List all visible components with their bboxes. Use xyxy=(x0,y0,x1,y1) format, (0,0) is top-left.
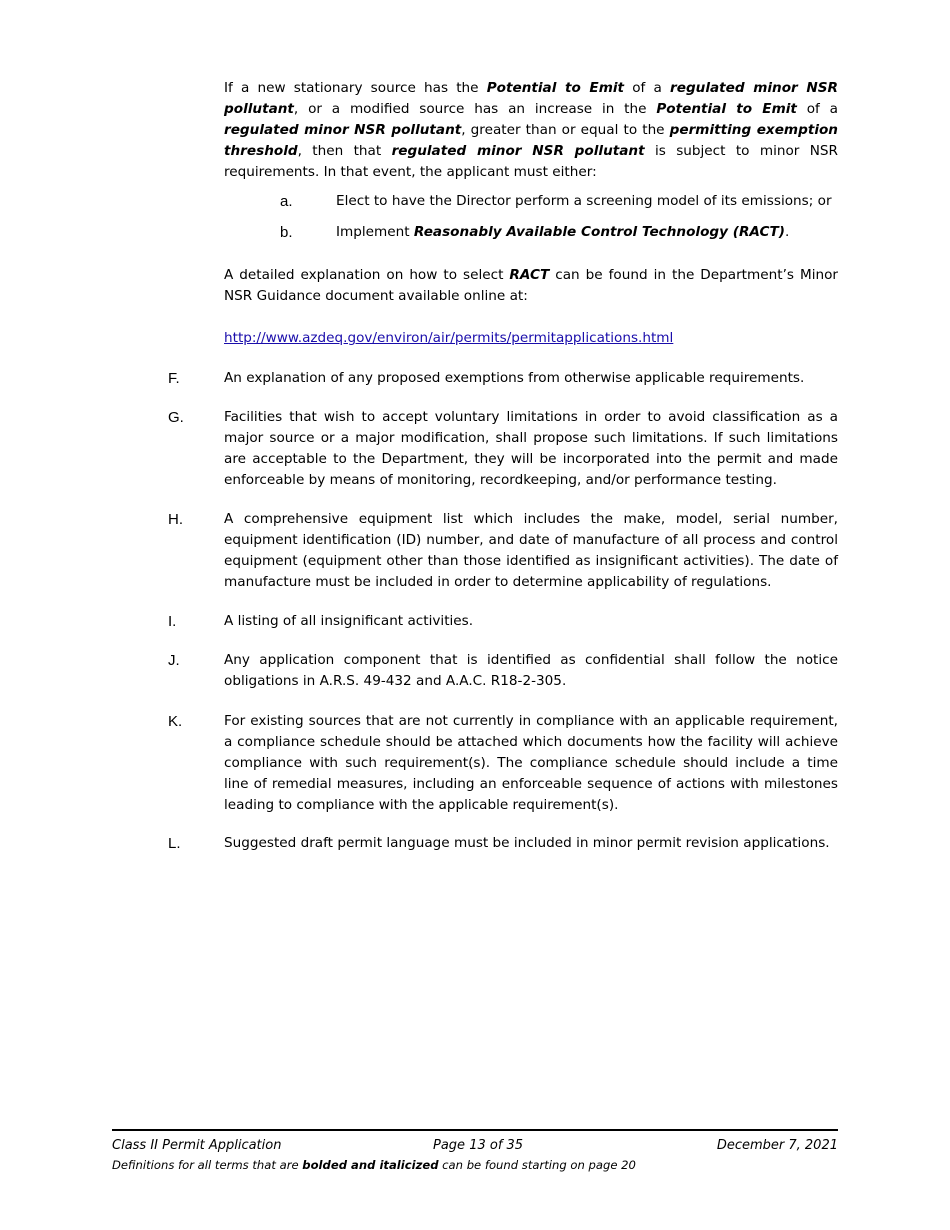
list-marker: K. xyxy=(168,713,183,730)
intro-text: is subject to minor NSR requirements. In that event, the applicant must either: xyxy=(224,143,838,180)
guidance-link[interactable]: http://www.azdeq.gov/environ/air/permits/permitapplications.html xyxy=(224,330,674,346)
list-marker: b. xyxy=(280,224,293,241)
list-marker: J. xyxy=(168,652,180,669)
footer-page-number: Page 13 of 35 xyxy=(433,1138,524,1153)
list-marker: F. xyxy=(168,370,180,387)
footer-date: December 7, 2021 xyxy=(716,1138,838,1153)
intro-text: , or a modified source has an increase in the xyxy=(293,101,657,117)
sub-item-text: Implement Reasonably Available Control Technology (RACT). xyxy=(336,224,790,240)
list-marker: a. xyxy=(280,193,293,210)
list-marker: I. xyxy=(168,613,177,630)
list-item-text: Any application component that is identified as confidential shall follow the notice obligations in A.R.S. 49-432 and A.A.C. R18-2-305. xyxy=(224,652,838,689)
defined-term: regulated minor NSR pollutant xyxy=(224,122,462,138)
defined-term: Potential to Emit xyxy=(486,80,625,96)
list-marker: L. xyxy=(168,835,181,852)
list-item-text: Suggested draft permit language must be included in minor permit revision applications. xyxy=(224,835,830,851)
intro-text: , greater than or equal to the xyxy=(461,122,670,138)
intro-text: , then that xyxy=(297,143,392,159)
defined-term: Reasonably Available Control Technology (RACT) xyxy=(413,224,785,240)
list-item-text: An explanation of any proposed exemptions from otherwise applicable requirements. xyxy=(224,370,805,386)
defined-term: permitting exemption threshold xyxy=(224,122,838,159)
footer-definitions-note: Definitions for all terms that are bolded and italicized can be found starting on page 20 xyxy=(112,1158,636,1172)
list-item-text: Facilities that wish to accept voluntary limitations in order to avoid classification as a major source or a major modification, shall propose such limitations. If such limitations are acceptable to the Department, they will be incorporated into the permit and made enforceable by means of monitoring, recordkeeping, and/or performance testing. xyxy=(224,409,838,488)
list-item-text: A comprehensive equipment list which includes the make, model, serial number, equipment identification (ID) number, and date of manufacture of all process and control equipment (equipment other than those identified as insignificant activities). The date of manufacture must be included in order to determine applicability of regulations. xyxy=(224,511,838,590)
ract-explanation: A detailed explanation on how to select RACT can be found in the Department’s Minor NSR Guidance document available online at: xyxy=(224,267,838,304)
intro-text: of a xyxy=(796,101,838,117)
defined-term: Potential to Emit xyxy=(656,101,797,117)
list-marker: G. xyxy=(168,409,184,426)
footer-document-title: Class II Permit Application xyxy=(112,1138,282,1153)
list-item-text: A listing of all insignificant activities. xyxy=(224,613,474,629)
defined-term: regulated minor NSR pollutant xyxy=(391,143,645,159)
footer-divider xyxy=(112,1129,838,1131)
intro-text: of a xyxy=(624,80,671,96)
intro-paragraph xyxy=(224,78,838,183)
list-marker: H. xyxy=(168,511,183,528)
defined-term: RACT xyxy=(509,267,550,283)
intro-text: If a new stationary source has the xyxy=(224,80,487,96)
sub-item-text: Elect to have the Director perform a screening model of its emissions; or xyxy=(336,193,832,209)
list-item-text: For existing sources that are not currently in compliance with an applicable requirement, a compliance schedule should be attached which documents how the facility will achieve compliance with such requirement(s). The compliance schedule should include a time line of remedial measures, including an enforceable sequence of actions with milestones leading to compliance with the applicable requirement(s). xyxy=(224,713,838,813)
defined-term: regulated minor NSR pollutant xyxy=(224,80,838,117)
